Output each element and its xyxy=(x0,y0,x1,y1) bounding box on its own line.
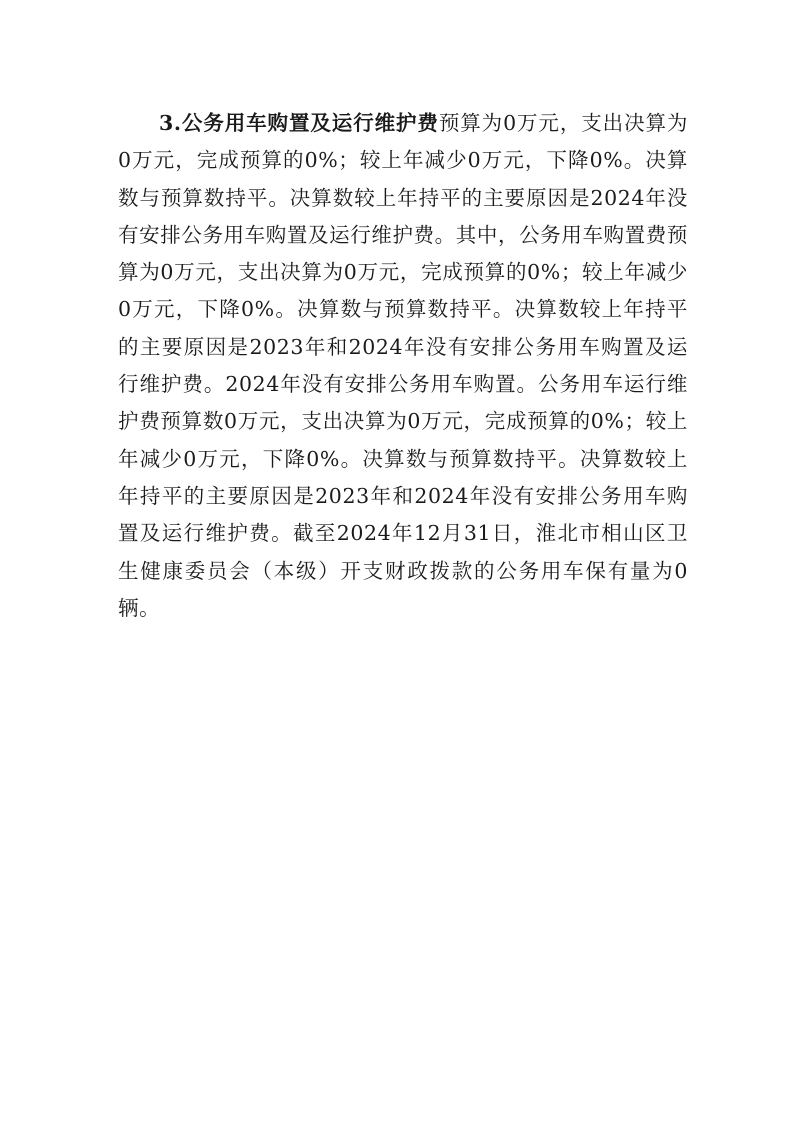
section-body: 预算为0万元，支出决算为0万元，完成预算的0%；较上年减少0万元，下降0%。决算数与预算数持平。决算数较上年持平的主要原因是2024年没有安排公务用车购置及运行维护费。其中，公务用车购置费预算为0万元，支出决算为0万元，完成预算的0%；较上年减少0万元，下降0%。决算数与预算数持平。决算数较上年持平的主要原因是2023年和2024年没有安排公务用车购置及运行维护费。2024年没有安排公务用车购置。公务用车运行维护费预算数0万元，支出决算为0万元，完成预算的0%；较上年减少0万元，下降0%。决算数与预算数持平。决算数较上年持平的主要原因是2023年和2024年没有安排公务用车购置及运行维护费。截至2024年12月31日，淮北市相山区卫生健康委员会（本级）开支财政拨款的公务用车保有量为0辆。 xyxy=(118,111,688,620)
section-heading: 3.公务用车购置及运行维护费 xyxy=(159,111,439,135)
section-paragraph xyxy=(118,105,688,627)
document-content xyxy=(118,105,688,627)
